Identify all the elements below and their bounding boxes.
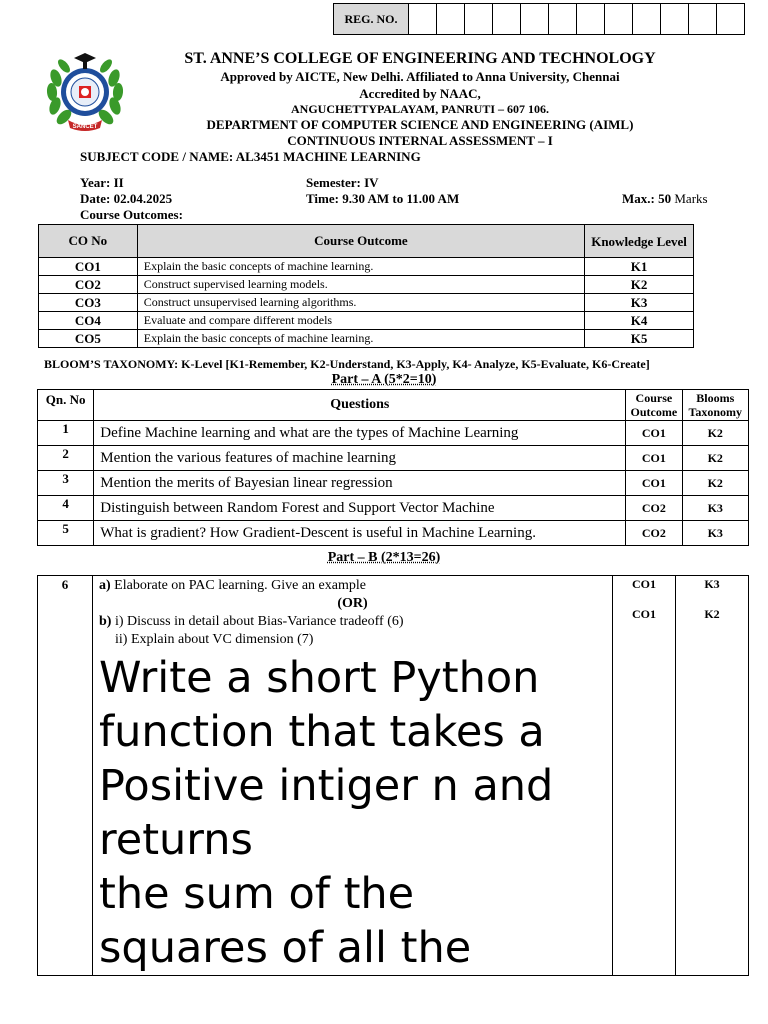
question-number: 6 [38,576,93,976]
question-bt: K2 [682,421,749,446]
table-row [39,330,694,348]
question-body [93,576,613,976]
svg-text:SANCET: SANCET [72,124,98,130]
table-row [39,258,694,276]
overlay-line: the sum of the [99,869,415,919]
question-number: 2 [38,446,94,471]
year-label: Year: II [80,175,124,190]
overlay-line: returns [99,815,253,865]
question-text: Define Machine learning and what are the types of Machine Learning [94,421,626,446]
overlay-line: Positive intiger n and [99,761,554,811]
approval-line: Approved by AICTE, New Delhi. Affiliated to Anna University, Chennai [220,69,620,84]
question-co: CO2 [626,496,682,521]
question-bt [676,576,749,976]
column-header: Blooms Taxonomy [682,390,749,421]
question-bt: K3 [682,521,749,546]
table-row [38,576,749,976]
question-co: CO1 [626,471,682,496]
overlay-line: squares of all the [99,923,472,973]
co-number: CO2 [39,276,138,294]
column-header: Knowledge Level [585,225,694,258]
part-a-table [37,389,749,546]
max-marks [622,191,708,207]
reg-no-cell [717,4,745,35]
or-separator: (OR) [337,596,368,611]
column-header: Course Outcome [137,225,584,258]
co-number: CO4 [39,312,138,330]
part-b-title-text: Part – B (2*13=26) [327,550,441,565]
knowledge-level: K1 [585,258,694,276]
option-a-co: CO1 [632,577,656,591]
reg-no-cell [521,4,549,35]
table-row [39,294,694,312]
table-row [38,471,749,496]
time-label: Time: 9.30 AM to 11.00 AM [306,191,460,206]
question-number: 1 [38,421,94,446]
table-header-row [39,225,694,258]
knowledge-level: K2 [585,276,694,294]
table-header-row [38,390,749,421]
part-b-table [37,575,749,976]
reg-no-cell [689,4,717,35]
assessment-line: CONTINUOUS INTERNAL ASSESSMENT – I [287,133,553,148]
table-row [38,421,749,446]
department-line: DEPARTMENT OF COMPUTER SCIENCE AND ENGINEERING (AIML) [206,117,634,132]
option-b-part-ii: ii) Explain about VC dimension (7) [115,632,314,647]
co-description: Explain the basic concepts of machine learning. [137,330,584,348]
reg-no-cell [549,4,577,35]
reg-no-cell [437,4,465,35]
question-bt: K2 [682,471,749,496]
reg-no-cell [661,4,689,35]
co-description: Explain the basic concepts of machine learning. [137,258,584,276]
knowledge-level: K3 [585,294,694,312]
accreditation-line: Accredited by NAAC, [359,86,481,101]
reg-no-box [333,3,745,35]
reg-no-cell [409,4,437,35]
table-row [38,521,749,546]
part-a-title [0,372,768,388]
overlay-line: function that takes a [99,707,545,757]
co-number: CO5 [39,330,138,348]
college-name: ST. ANNE’S COLLEGE OF ENGINEERING AND TECHNOLOGY [184,50,656,67]
question-text: What is gradient? How Gradient-Descent is useful in Machine Learning. [94,521,626,546]
question-bt: K3 [682,496,749,521]
question-co: CO2 [626,521,682,546]
option-a-bt: K3 [704,577,720,591]
option-b-part-i: i) Discuss in detail about Bias-Variance tradeoff (6) [111,614,404,629]
address-line: ANGUCHETTYPALAYAM, PANRUTI – 607 106. [290,102,550,116]
overlay-question-text [99,651,606,975]
option-a-text: Elaborate on PAC learning. Give an example [110,578,366,593]
bloom-taxonomy-line: BLOOM’S TAXONOMY: K-Level [K1-Remember, K2-Understand, K3-Apply, K4- Analyze, K5-Evaluate, K6-Create] [44,357,650,371]
column-header: Qn. No [38,390,94,421]
option-b-label: b) [99,614,112,629]
part-a-title-text: Part – A (5*2=10) [331,372,437,387]
co-description: Construct unsupervised learning algorithms. [137,294,584,312]
column-header: CO No [39,225,138,258]
option-b [99,613,606,631]
reg-no-cell [577,4,605,35]
semester-label: Semester: IV [306,175,379,190]
table-row [39,312,694,330]
question-co [613,576,676,976]
question-co: CO1 [626,446,682,471]
reg-no-cell [633,4,661,35]
reg-no-cell [605,4,633,35]
table-row [39,276,694,294]
question-number: 4 [38,496,94,521]
subject-line: SUBJECT CODE / NAME: AL3451 MACHINE LEARNING [80,149,421,164]
co-description: Evaluate and compare different models [137,312,584,330]
reg-no-cell [493,4,521,35]
question-text: Mention the various features of machine learning [94,446,626,471]
question-text: Distinguish between Random Forest and Support Vector Machine [94,496,626,521]
date-label: Date: 02.04.2025 [80,191,173,206]
reg-no-label: REG. NO. [334,4,409,35]
max-marks-unit: Marks [671,191,708,206]
question-co: CO1 [626,421,682,446]
course-outcomes-label: Course Outcomes: [80,207,183,222]
course-outcome-table [38,224,694,348]
option-b-co: CO1 [632,607,656,621]
part-b-title [0,550,768,566]
option-a [99,577,606,595]
question-bt: K2 [682,446,749,471]
question-text: Mention the merits of Bayesian linear regression [94,471,626,496]
question-number: 3 [38,471,94,496]
co-number: CO1 [39,258,138,276]
table-row [38,446,749,471]
column-header: Questions [94,390,626,421]
overlay-line: Write a short Python [99,653,540,703]
max-marks-label: Max.: 50 [622,191,672,206]
question-number: 5 [38,521,94,546]
option-b-bt: K2 [704,607,720,621]
co-description: Construct supervised learning models. [137,276,584,294]
knowledge-level: K5 [585,330,694,348]
reg-no-cell [465,4,493,35]
co-number: CO3 [39,294,138,312]
table-row [38,496,749,521]
knowledge-level: K4 [585,312,694,330]
column-header: Course Outcome [626,390,682,421]
option-a-label: a) [99,578,111,593]
